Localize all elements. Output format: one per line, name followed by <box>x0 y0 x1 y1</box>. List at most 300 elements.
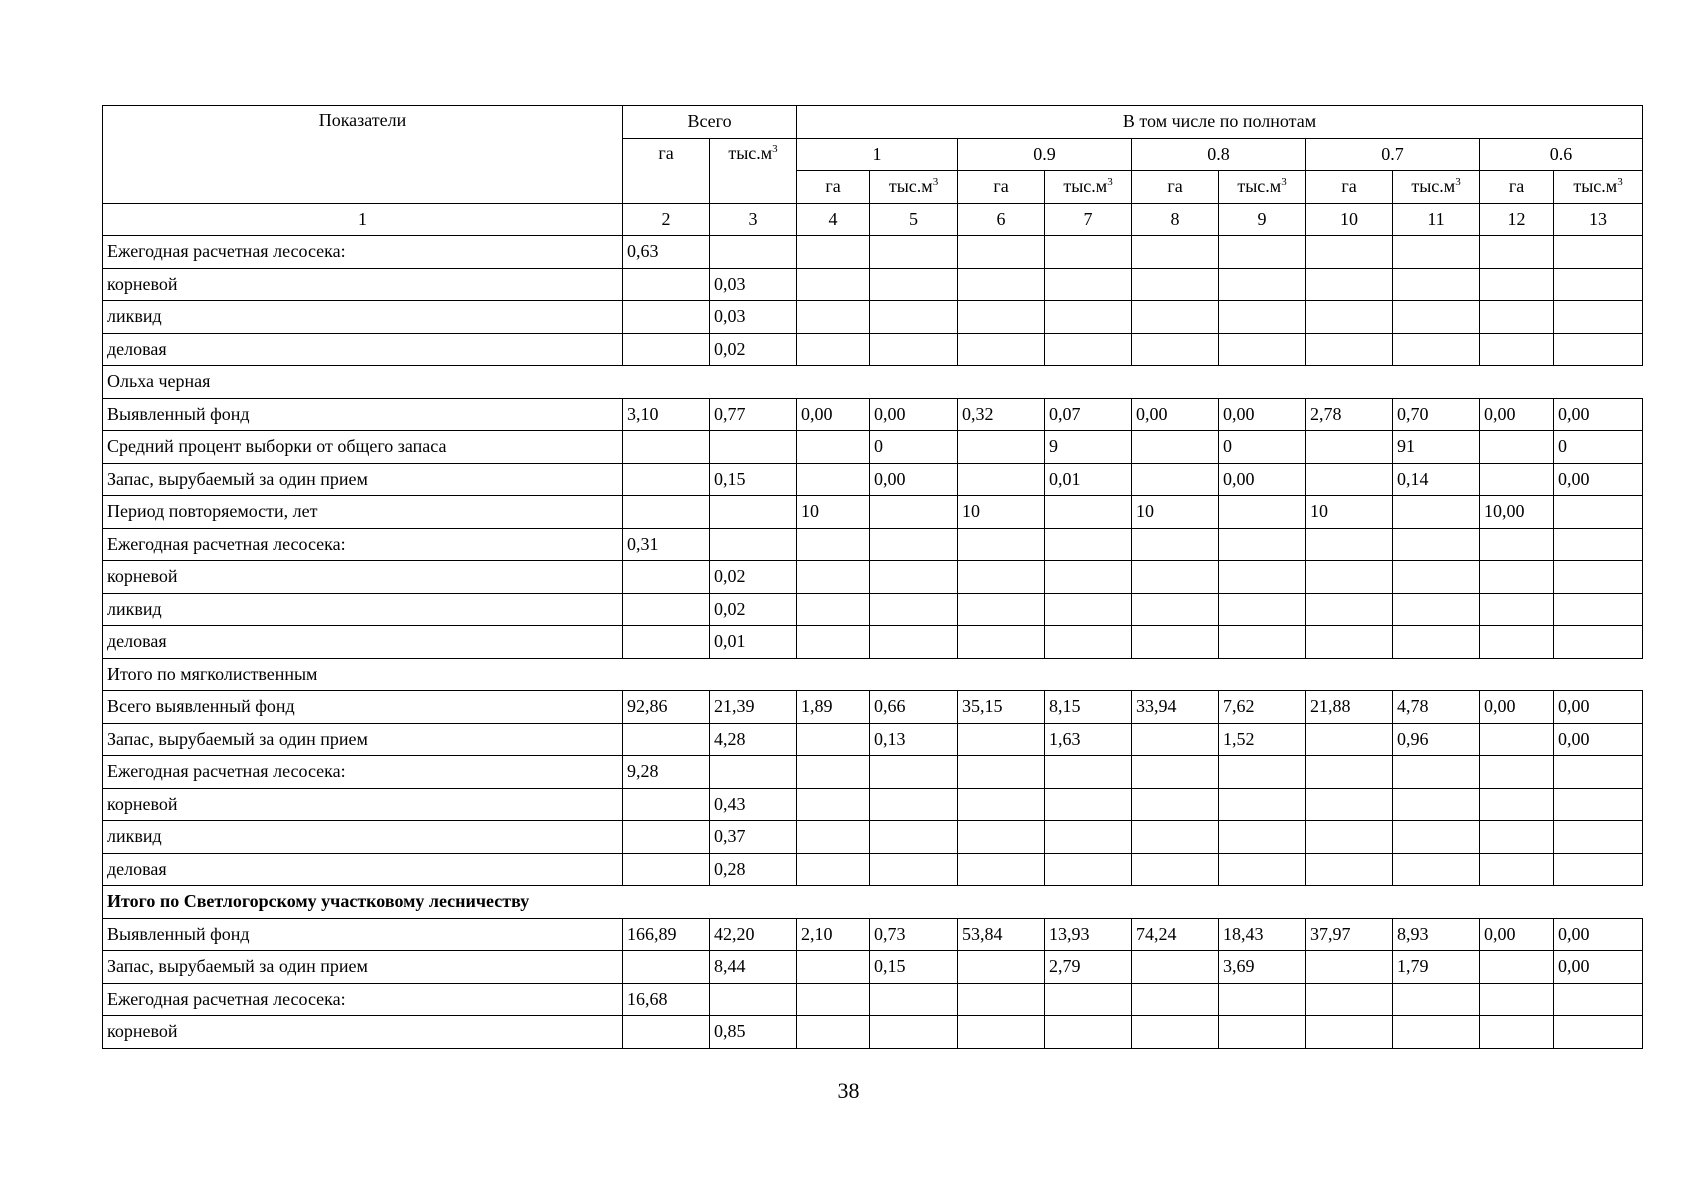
table-cell <box>1306 268 1393 301</box>
table-cell <box>1554 983 1643 1016</box>
table-cell <box>1393 788 1480 821</box>
row-label: Всего выявленный фонд <box>103 691 623 724</box>
table-cell <box>870 301 958 334</box>
table-cell: 8,44 <box>710 951 797 984</box>
column-number: 10 <box>1306 203 1393 236</box>
unit-sup: 3 <box>1107 176 1113 189</box>
table-row <box>103 333 1643 366</box>
table-cell: 0,02 <box>710 561 797 594</box>
table-cell <box>1306 431 1393 464</box>
unit-text: тыс.м <box>1063 176 1108 197</box>
table-cell <box>1306 626 1393 659</box>
table-cell <box>797 983 870 1016</box>
table-cell <box>958 756 1045 789</box>
table-cell: 10 <box>797 496 870 529</box>
table-cell <box>958 853 1045 886</box>
table-cell: 8,93 <box>1393 918 1480 951</box>
table-row <box>103 236 1643 269</box>
table-cell <box>1480 983 1554 1016</box>
table-cell <box>1045 236 1132 269</box>
table-cell: 7,62 <box>1219 691 1306 724</box>
table-cell: 9,28 <box>623 756 710 789</box>
table-cell: 0,00 <box>1554 951 1643 984</box>
table-cell <box>623 593 710 626</box>
table-cell <box>623 333 710 366</box>
unit-text: тыс.м <box>1411 176 1456 197</box>
table-cell: 2,10 <box>797 918 870 951</box>
table-cell <box>870 268 958 301</box>
row-label: Выявленный фонд <box>103 918 623 951</box>
section-label: Итого по мягколиственным <box>103 658 1643 691</box>
table-cell <box>1219 788 1306 821</box>
table-cell <box>710 496 797 529</box>
table-cell: 21,39 <box>710 691 797 724</box>
header-density: 0.6 <box>1480 138 1643 171</box>
table-cell <box>623 788 710 821</box>
table-cell: 0,70 <box>1393 398 1480 431</box>
table-cell <box>1480 593 1554 626</box>
table-cell <box>623 853 710 886</box>
table-cell <box>1393 626 1480 659</box>
row-label: деловая <box>103 626 623 659</box>
table-cell: 0,63 <box>623 236 710 269</box>
table-cell <box>1306 983 1393 1016</box>
table-cell <box>797 821 870 854</box>
table-cell: 0,14 <box>1393 463 1480 496</box>
table-cell <box>870 983 958 1016</box>
table-cell: 0,00 <box>1554 398 1643 431</box>
table-cell <box>1045 528 1132 561</box>
table-cell: 16,68 <box>623 983 710 1016</box>
table-cell: 0,66 <box>870 691 958 724</box>
table-cell <box>623 268 710 301</box>
table-cell: 13,93 <box>1045 918 1132 951</box>
table-cell: 0,96 <box>1393 723 1480 756</box>
table-cell <box>1480 528 1554 561</box>
table-cell: 10,00 <box>1480 496 1554 529</box>
unit-sup: 3 <box>932 176 939 189</box>
header-indicators: Показатели <box>103 106 623 204</box>
table-cell <box>1554 1016 1643 1049</box>
table-row <box>103 431 1643 464</box>
unit-text: тыс.м <box>1237 176 1282 197</box>
table-cell <box>1393 821 1480 854</box>
table-cell: 0,15 <box>870 951 958 984</box>
table-cell <box>1393 1016 1480 1049</box>
row-label: деловая <box>103 333 623 366</box>
column-number: 9 <box>1219 203 1306 236</box>
table-cell <box>797 236 870 269</box>
table-cell <box>1554 626 1643 659</box>
table-cell <box>1132 463 1219 496</box>
table-cell <box>1554 561 1643 594</box>
table-cell <box>958 626 1045 659</box>
table-cell <box>1306 1016 1393 1049</box>
table-cell: 0,31 <box>623 528 710 561</box>
table-cell <box>958 528 1045 561</box>
table-cell <box>1554 853 1643 886</box>
row-label: Запас, вырубаемый за один прием <box>103 463 623 496</box>
table-cell <box>870 496 958 529</box>
table-cell <box>710 528 797 561</box>
row-label: Запас, вырубаемый за один прием <box>103 951 623 984</box>
table-cell <box>1306 821 1393 854</box>
table-cell <box>797 951 870 984</box>
column-number: 3 <box>710 203 797 236</box>
table-cell: 53,84 <box>958 918 1045 951</box>
table-cell <box>1480 333 1554 366</box>
table-cell <box>1480 301 1554 334</box>
table-cell <box>1132 593 1219 626</box>
table-cell <box>1554 333 1643 366</box>
table-cell <box>797 723 870 756</box>
table-cell: 21,88 <box>1306 691 1393 724</box>
subheader-volume <box>1219 171 1306 204</box>
table-row <box>103 691 1643 724</box>
subheader-ha: га <box>1132 171 1219 204</box>
table-cell: 0 <box>1554 431 1643 464</box>
table-cell <box>623 431 710 464</box>
table-row <box>103 756 1643 789</box>
row-label: деловая <box>103 853 623 886</box>
table-cell <box>623 561 710 594</box>
unit-sup: 3 <box>1455 176 1461 189</box>
table-row <box>103 593 1643 626</box>
table-cell <box>958 301 1045 334</box>
table-cell <box>1393 236 1480 269</box>
table-cell <box>1393 496 1480 529</box>
table-cell <box>623 463 710 496</box>
table-cell: 0,00 <box>870 463 958 496</box>
table-cell <box>1132 951 1219 984</box>
table-cell <box>870 528 958 561</box>
table-cell <box>1306 301 1393 334</box>
table-cell: 0,15 <box>710 463 797 496</box>
table-cell <box>1132 723 1219 756</box>
table-cell <box>958 463 1045 496</box>
row-label: Ежегодная расчетная лесосека: <box>103 756 623 789</box>
table-cell <box>710 236 797 269</box>
table-cell: 92,86 <box>623 691 710 724</box>
table-cell <box>958 983 1045 1016</box>
row-label: Ежегодная расчетная лесосека: <box>103 983 623 1016</box>
table-cell <box>1219 593 1306 626</box>
header-density: 0.9 <box>958 138 1132 171</box>
table-cell: 33,94 <box>1132 691 1219 724</box>
subheader-ha: га <box>797 171 870 204</box>
table-cell: 0,03 <box>710 301 797 334</box>
table-cell <box>623 301 710 334</box>
table-cell <box>1045 853 1132 886</box>
row-label: Ежегодная расчетная лесосека: <box>103 528 623 561</box>
subheader-ha: га <box>958 171 1045 204</box>
table-cell <box>1554 268 1643 301</box>
table-cell <box>797 333 870 366</box>
table-cell: 10 <box>1306 496 1393 529</box>
table-cell: 91 <box>1393 431 1480 464</box>
table-cell <box>1132 756 1219 789</box>
header-density: 0.8 <box>1132 138 1306 171</box>
table-cell <box>1219 301 1306 334</box>
table-row <box>103 918 1643 951</box>
table-row <box>103 983 1643 1016</box>
table-cell: 0,00 <box>1480 691 1554 724</box>
table-cell <box>1219 561 1306 594</box>
table-cell: 4,28 <box>710 723 797 756</box>
table-cell <box>1480 788 1554 821</box>
table-cell <box>870 333 958 366</box>
column-number: 7 <box>1045 203 1132 236</box>
section-row <box>103 886 1643 919</box>
row-label: корневой <box>103 788 623 821</box>
table-cell <box>623 1016 710 1049</box>
table-cell <box>1045 561 1132 594</box>
table-cell <box>797 593 870 626</box>
table-cell: 0,13 <box>870 723 958 756</box>
header-density: 0.7 <box>1306 138 1480 171</box>
table-cell <box>958 821 1045 854</box>
table-cell <box>958 951 1045 984</box>
table-row <box>103 1016 1643 1049</box>
table-cell: 10 <box>1132 496 1219 529</box>
table-cell <box>1480 951 1554 984</box>
table-cell: 0,00 <box>1132 398 1219 431</box>
table-cell <box>1554 821 1643 854</box>
table-cell: 0,28 <box>710 853 797 886</box>
table-cell <box>1554 593 1643 626</box>
table-cell <box>1480 268 1554 301</box>
table-cell <box>870 236 958 269</box>
table-cell: 0,01 <box>1045 463 1132 496</box>
table-cell <box>623 951 710 984</box>
row-label: Выявленный фонд <box>103 398 623 431</box>
row-label: Средний процент выборки от общего запаса <box>103 431 623 464</box>
table-cell <box>958 236 1045 269</box>
table-cell: 0 <box>1219 431 1306 464</box>
section-row <box>103 658 1643 691</box>
table-cell <box>1480 723 1554 756</box>
table-cell <box>1393 593 1480 626</box>
table-cell <box>1219 821 1306 854</box>
column-number-row <box>103 203 1643 236</box>
table-cell: 0,00 <box>1219 398 1306 431</box>
table-cell <box>797 463 870 496</box>
header-total-ha: га <box>623 138 710 203</box>
table-cell <box>1393 853 1480 886</box>
table-cell <box>1480 853 1554 886</box>
table-cell <box>1306 951 1393 984</box>
table-cell: 2,78 <box>1306 398 1393 431</box>
table-cell: 0,00 <box>1480 398 1554 431</box>
table-cell: 1,63 <box>1045 723 1132 756</box>
row-label: корневой <box>103 1016 623 1049</box>
table-cell: 0,01 <box>710 626 797 659</box>
column-number: 8 <box>1132 203 1219 236</box>
table-cell <box>1219 496 1306 529</box>
table-cell <box>958 333 1045 366</box>
table-cell: 0,85 <box>710 1016 797 1049</box>
table-cell: 2,79 <box>1045 951 1132 984</box>
table-cell <box>1132 821 1219 854</box>
table-cell: 0,02 <box>710 593 797 626</box>
table-cell <box>797 561 870 594</box>
table-cell: 42,20 <box>710 918 797 951</box>
table-cell <box>1132 301 1219 334</box>
table-cell <box>797 1016 870 1049</box>
row-label: Запас, вырубаемый за один прием <box>103 723 623 756</box>
column-number: 13 <box>1554 203 1643 236</box>
table-cell <box>870 821 958 854</box>
table-row <box>103 463 1643 496</box>
table-cell <box>1219 626 1306 659</box>
column-number: 4 <box>797 203 870 236</box>
table-cell <box>1132 561 1219 594</box>
row-label: ликвид <box>103 593 623 626</box>
table-cell <box>1554 528 1643 561</box>
table-cell <box>710 756 797 789</box>
subheader-ha: га <box>1306 171 1393 204</box>
subheader-volume <box>1045 171 1132 204</box>
table-cell <box>1132 788 1219 821</box>
column-number: 6 <box>958 203 1045 236</box>
table-cell <box>1480 821 1554 854</box>
table-cell: 0,03 <box>710 268 797 301</box>
table-row <box>103 723 1643 756</box>
table-cell <box>1306 528 1393 561</box>
table-cell: 0,00 <box>1480 918 1554 951</box>
unit-sup: 3 <box>1281 176 1287 189</box>
table-cell: 0,07 <box>1045 398 1132 431</box>
table-header <box>103 106 1643 236</box>
row-label: Ежегодная расчетная лесосека: <box>103 236 623 269</box>
table-cell: 0 <box>870 431 958 464</box>
table-cell <box>797 756 870 789</box>
table-cell <box>1132 1016 1219 1049</box>
table-row <box>103 528 1643 561</box>
table-cell <box>1219 1016 1306 1049</box>
column-number: 11 <box>1393 203 1480 236</box>
table-cell <box>1045 626 1132 659</box>
table-cell <box>1480 1016 1554 1049</box>
table-cell <box>870 853 958 886</box>
table-body <box>103 236 1643 1049</box>
subheader-volume <box>870 171 958 204</box>
table-cell <box>623 821 710 854</box>
table-cell <box>1554 236 1643 269</box>
table-cell <box>710 431 797 464</box>
unit-text: тыс.м <box>888 176 933 197</box>
subheader-volume <box>1393 171 1480 204</box>
table-cell: 0,43 <box>710 788 797 821</box>
table-cell: 0,00 <box>797 398 870 431</box>
table-cell <box>1132 528 1219 561</box>
section-row <box>103 366 1643 399</box>
table-row <box>103 788 1643 821</box>
table-cell <box>958 788 1045 821</box>
table-cell <box>1219 268 1306 301</box>
table-cell <box>1480 561 1554 594</box>
table-cell <box>1306 853 1393 886</box>
table-cell <box>870 756 958 789</box>
table-cell <box>1480 236 1554 269</box>
table-cell <box>1045 821 1132 854</box>
table-cell <box>1132 268 1219 301</box>
table-cell <box>1554 496 1643 529</box>
table-cell: 0,00 <box>1219 463 1306 496</box>
row-label: корневой <box>103 268 623 301</box>
table-cell <box>1480 463 1554 496</box>
table-cell <box>710 983 797 1016</box>
table-cell: 3,10 <box>623 398 710 431</box>
unit-sup: 3 <box>772 142 778 155</box>
table-cell <box>1306 756 1393 789</box>
table-cell: 0,32 <box>958 398 1045 431</box>
table-cell: 10 <box>958 496 1045 529</box>
table-row <box>103 398 1643 431</box>
table-cell <box>1132 983 1219 1016</box>
table-row <box>103 561 1643 594</box>
forest-fund-table <box>102 105 1643 1049</box>
table-cell <box>1306 593 1393 626</box>
table-cell <box>797 528 870 561</box>
table-cell <box>958 723 1045 756</box>
table-cell <box>623 626 710 659</box>
table-cell <box>870 788 958 821</box>
table-cell <box>797 853 870 886</box>
table-cell <box>1132 333 1219 366</box>
section-label: Ольха черная <box>103 366 1643 399</box>
table-cell <box>1554 301 1643 334</box>
unit-sup: 3 <box>1617 176 1623 189</box>
table-cell: 9 <box>1045 431 1132 464</box>
table-row <box>103 268 1643 301</box>
table-row <box>103 626 1643 659</box>
row-label: ликвид <box>103 821 623 854</box>
table-cell: 37,97 <box>1306 918 1393 951</box>
table-cell <box>1480 626 1554 659</box>
table-cell <box>623 496 710 529</box>
table-cell: 0,02 <box>710 333 797 366</box>
table-cell <box>1045 983 1132 1016</box>
table-cell: 0,00 <box>1554 463 1643 496</box>
table-cell <box>1393 528 1480 561</box>
table-cell: 0,73 <box>870 918 958 951</box>
column-number: 12 <box>1480 203 1554 236</box>
table-cell <box>1045 756 1132 789</box>
subheader-ha: га <box>1480 171 1554 204</box>
table-cell: 1,79 <box>1393 951 1480 984</box>
table-cell <box>1132 626 1219 659</box>
header-total: Всего <box>623 106 797 139</box>
table-cell <box>870 626 958 659</box>
column-number: 1 <box>103 203 623 236</box>
table-cell <box>1306 236 1393 269</box>
row-label: Период повторяемости, лет <box>103 496 623 529</box>
table-cell <box>1306 788 1393 821</box>
header-by-density: В том числе по полнотам <box>797 106 1643 139</box>
table-cell <box>870 561 958 594</box>
table-cell <box>1393 983 1480 1016</box>
table-cell <box>1219 528 1306 561</box>
table-cell <box>1393 268 1480 301</box>
table-cell: 4,78 <box>1393 691 1480 724</box>
table-cell <box>1306 333 1393 366</box>
table-cell <box>1219 756 1306 789</box>
row-label: корневой <box>103 561 623 594</box>
table-cell <box>870 593 958 626</box>
table-cell <box>1554 756 1643 789</box>
subheader-volume <box>1554 171 1643 204</box>
